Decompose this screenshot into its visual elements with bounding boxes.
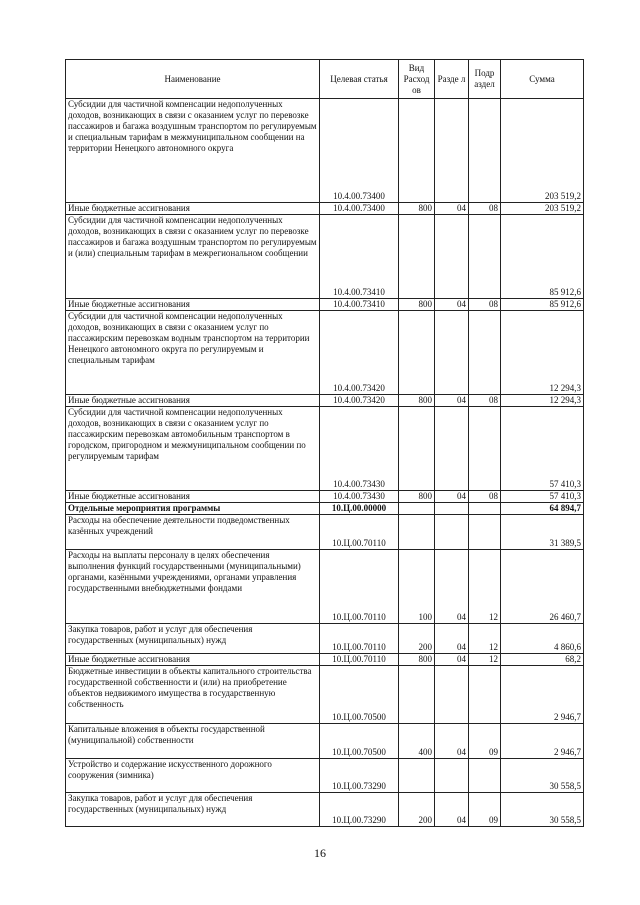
table-row — [66, 550, 584, 624]
row-podrazdel: 12 — [469, 624, 501, 654]
row-name: Иные бюджетные ассигнования — [66, 491, 320, 503]
row-razdel: 04 — [435, 203, 469, 215]
row-code: 10.4.00.73410 — [320, 215, 399, 299]
row-vid: 800 — [399, 491, 435, 503]
table-row — [66, 624, 584, 654]
header-sum: Сумма — [501, 60, 584, 99]
row-sum: 68,2 — [501, 654, 584, 666]
row-vid: 800 — [399, 395, 435, 407]
row-name: Субсидии для частичной компенсации недополученных доходов, возникающих в связи с оказанием услуг по перевозке пассажиров и багажа воздушным транспортом по регулируемым и специальным тарифам в межмуниципальном сообщении на территории Ненецкого автономного округа — [66, 99, 320, 203]
row-podrazdel — [469, 503, 501, 515]
header-razdel: Разде л — [435, 60, 469, 99]
row-vid — [399, 407, 435, 491]
row-razdel — [435, 215, 469, 299]
row-name: Бюджетные инвестиции в объекты капитального строительства государственной собственности и (или) на приобретение объектов недвижимого имущества в государственную собственность — [66, 666, 320, 724]
table-row — [66, 99, 584, 203]
row-code: 10.Ц.00.70110 — [320, 624, 399, 654]
row-vid — [399, 666, 435, 724]
row-podrazdel: 08 — [469, 299, 501, 311]
row-sum: 64 894,7 — [501, 503, 584, 515]
table-row — [66, 654, 584, 666]
row-sum: 4 860,6 — [501, 624, 584, 654]
row-code: 10.4.00.73420 — [320, 395, 399, 407]
row-razdel — [435, 407, 469, 491]
header-name: Наименование — [66, 60, 320, 99]
page-number: 16 — [314, 846, 326, 860]
row-vid: 200 — [399, 793, 435, 827]
row-vid — [399, 515, 435, 550]
row-vid — [399, 215, 435, 299]
row-name: Иные бюджетные ассигнования — [66, 299, 320, 311]
row-code: 10.Ц.00.73290 — [320, 759, 399, 793]
row-razdel: 04 — [435, 724, 469, 759]
row-podrazdel — [469, 215, 501, 299]
row-name: Закупка товаров, работ и услуг для обеспечения государственных (муниципальных) нужд — [66, 624, 320, 654]
row-vid: 800 — [399, 203, 435, 215]
row-sum: 85 912,6 — [501, 215, 584, 299]
row-razdel: 04 — [435, 793, 469, 827]
row-code: 10.4.00.73430 — [320, 491, 399, 503]
row-podrazdel — [469, 515, 501, 550]
row-sum: 31 389,5 — [501, 515, 584, 550]
row-name: Иные бюджетные ассигнования — [66, 654, 320, 666]
row-podrazdel: 12 — [469, 550, 501, 624]
table-row — [66, 491, 584, 503]
table-body — [66, 99, 584, 827]
row-razdel — [435, 503, 469, 515]
row-razdel — [435, 515, 469, 550]
row-code: 10.4.00.73410 — [320, 299, 399, 311]
table-header — [66, 60, 584, 99]
row-razdel: 04 — [435, 491, 469, 503]
row-code: 10.Ц.00.70110 — [320, 654, 399, 666]
table-row — [66, 793, 584, 827]
row-sum: 30 558,5 — [501, 759, 584, 793]
table-row — [66, 724, 584, 759]
row-vid: 200 — [399, 624, 435, 654]
row-code: 10.4.00.73420 — [320, 311, 399, 395]
row-razdel: 04 — [435, 299, 469, 311]
table-row — [66, 666, 584, 724]
row-podrazdel — [469, 666, 501, 724]
row-podrazdel — [469, 99, 501, 203]
table-row — [66, 407, 584, 491]
row-razdel — [435, 666, 469, 724]
row-podrazdel: 08 — [469, 395, 501, 407]
row-code: 10.Ц.00.70110 — [320, 550, 399, 624]
table-row — [66, 515, 584, 550]
row-name: Расходы на обеспечение деятельности подведомственных казённых учреждений — [66, 515, 320, 550]
row-podrazdel: 09 — [469, 724, 501, 759]
row-vid: 800 — [399, 299, 435, 311]
row-code: 10.Ц.00.73290 — [320, 793, 399, 827]
row-sum: 12 294,3 — [501, 395, 584, 407]
header-vid: Вид Расход ов — [399, 60, 435, 99]
row-sum: 85 912,6 — [501, 299, 584, 311]
row-name: Субсидии для частичной компенсации недополученных доходов, возникающих в связи с оказанием услуг по перевозке пассажиров и багажа воздушным транспортом по регулируемым и (или) специальным тарифам в межрегиональном сообщении — [66, 215, 320, 299]
row-vid — [399, 759, 435, 793]
row-code: 10.Ц.00.70110 — [320, 515, 399, 550]
row-code: 10.4.00.73400 — [320, 99, 399, 203]
row-podrazdel: 09 — [469, 793, 501, 827]
row-razdel: 04 — [435, 654, 469, 666]
row-podrazdel — [469, 759, 501, 793]
row-vid: 800 — [399, 654, 435, 666]
row-razdel: 04 — [435, 624, 469, 654]
row-razdel — [435, 759, 469, 793]
row-sum: 12 294,3 — [501, 311, 584, 395]
header-podrazdel: Подр аздел — [469, 60, 501, 99]
row-sum: 203 519,2 — [501, 203, 584, 215]
row-razdel: 04 — [435, 395, 469, 407]
row-sum: 57 410,3 — [501, 407, 584, 491]
row-code: 10.4.00.73430 — [320, 407, 399, 491]
table-row — [66, 299, 584, 311]
row-podrazdel: 08 — [469, 491, 501, 503]
row-razdel — [435, 99, 469, 203]
table-row — [66, 203, 584, 215]
budget-table — [65, 59, 584, 827]
row-name: Иные бюджетные ассигнования — [66, 203, 320, 215]
row-name: Субсидии для частичной компенсации недополученных доходов, возникающих в связи с оказанием услуг по пассажирским перевозкам автомобильным транспортом в городском, пригородном и межмуниципальном сообщении по регулируемым тарифам — [66, 407, 320, 491]
table-row — [66, 311, 584, 395]
row-razdel: 04 — [435, 550, 469, 624]
row-name: Субсидии для частичной компенсации недополученных доходов, возникающих в связи с оказанием услуг по пассажирским перевозкам водным транспортом на территории Ненецкого автономного округа по регулируемым и специальным тарифам — [66, 311, 320, 395]
row-vid — [399, 99, 435, 203]
row-name: Иные бюджетные ассигнования — [66, 395, 320, 407]
row-podrazdel: 12 — [469, 654, 501, 666]
row-vid — [399, 503, 435, 515]
row-vid: 100 — [399, 550, 435, 624]
row-vid — [399, 311, 435, 395]
row-sum: 2 946,7 — [501, 724, 584, 759]
table-row — [66, 503, 584, 515]
row-sum: 2 946,7 — [501, 666, 584, 724]
row-code: 10.Ц.00.70500 — [320, 666, 399, 724]
row-name: Расходы на выплаты персоналу в целях обеспечения выполнения функций государственными (муниципальными) органами, казёнными учреждениями, органами управления государственными внебюджетными фондами — [66, 550, 320, 624]
row-name: Устройство и содержание искусственного дорожного сооружения (зимника) — [66, 759, 320, 793]
row-vid: 400 — [399, 724, 435, 759]
row-sum: 203 519,2 — [501, 99, 584, 203]
header-code: Целевая статья — [320, 60, 399, 99]
row-code: 10.4.00.73400 — [320, 203, 399, 215]
row-sum: 26 460,7 — [501, 550, 584, 624]
table-row — [66, 759, 584, 793]
row-sum: 30 558,5 — [501, 793, 584, 827]
row-name: Закупка товаров, работ и услуг для обеспечения государственных (муниципальных) нужд — [66, 793, 320, 827]
row-code: 10.Ц.00.70500 — [320, 724, 399, 759]
row-code: 10.Ц.00.00000 — [320, 503, 399, 515]
row-podrazdel: 08 — [469, 203, 501, 215]
row-podrazdel — [469, 311, 501, 395]
table-row — [66, 395, 584, 407]
row-razdel — [435, 311, 469, 395]
table-row — [66, 215, 584, 299]
row-name: Капитальные вложения в объекты государственной (муниципальной) собственности — [66, 724, 320, 759]
row-sum: 57 410,3 — [501, 491, 584, 503]
row-name: Отдельные мероприятия программы — [66, 503, 320, 515]
header-row — [66, 60, 584, 99]
row-podrazdel — [469, 407, 501, 491]
